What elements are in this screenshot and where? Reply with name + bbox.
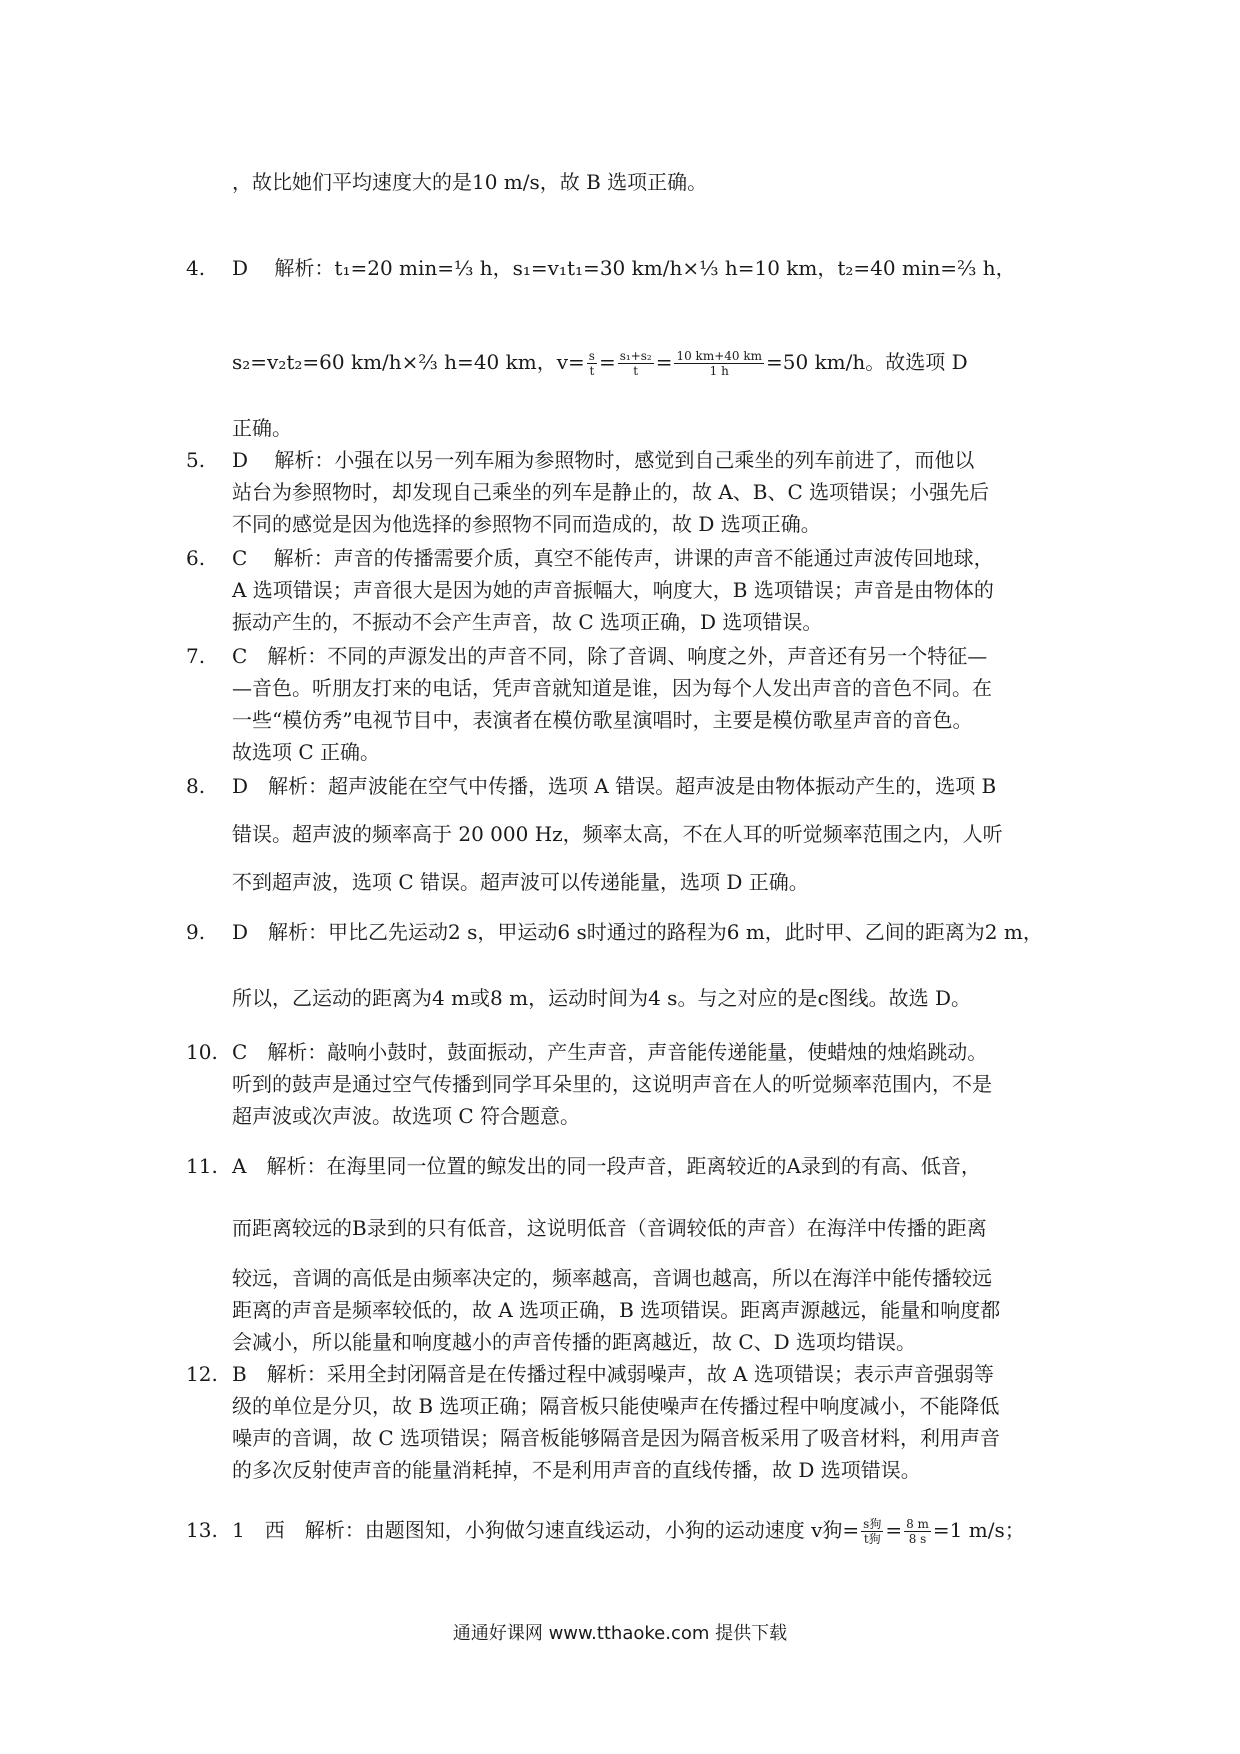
fraction — [587, 349, 597, 378]
analysis-label: 解析： — [266, 1362, 327, 1386]
analysis-label: 解析： — [274, 448, 335, 472]
analysis-text: 不同的感觉是因为他选择的参照物不同而造成的，故 D 选项正确。 — [232, 512, 821, 536]
question-12-line-1 — [232, 1358, 994, 1390]
analysis-text: 故选项 C 正确。 — [232, 740, 381, 764]
denominator: t狗 — [863, 1532, 881, 1546]
analysis-text: 会减小，所以能量和响度越小的声音传播的距离越近，故 C、D 选项均错误。 — [232, 1330, 917, 1354]
question-number: 13. — [186, 1518, 218, 1542]
answer-letter: C — [232, 644, 248, 668]
question-number: 11. — [186, 1154, 218, 1178]
question-number: 5. — [186, 448, 206, 472]
denominator: t — [633, 364, 639, 378]
answer-values: 1 西 — [232, 1518, 285, 1542]
analysis-text: 由题图知，小狗做匀速直线运动，小狗的运动速度 v狗= — [364, 1518, 860, 1542]
answer-letter: D — [232, 256, 249, 280]
analysis-text: 甲比乙先运动2 s，甲运动6 s时通过的路程为6 m，此时甲、乙间的距离为2 m， — [328, 920, 1043, 944]
analysis-text: t₁=20 min=⅓ h，s₁=v₁t₁=30 km/h×⅓ h=10 km，t₂=40 min=⅔ h， — [334, 256, 1016, 280]
analysis-label: 解析： — [268, 774, 329, 798]
analysis-text: 噪声的音调，故 C 选项错误；隔音板能够隔音是因为隔音板采用了吸音材料，利用声音 — [232, 1426, 1001, 1450]
question-number: 7. — [186, 644, 206, 668]
analysis-text: 敲响小鼓时，鼓面振动，产生声音，声音能传递能量，使蜡烛的烛焰跳动。 — [327, 1040, 988, 1064]
analysis-label: 解析： — [268, 920, 329, 944]
analysis-text: 不同的声源发出的声音不同，除了音调、响度之外，声音还有另一个特征— — [327, 644, 988, 668]
question-number: 9. — [186, 920, 206, 944]
analysis-text: 小强在以另一列车厢为参照物时，感觉到自己乘坐的列车前进了，而他以 — [334, 448, 975, 472]
question-4-answer — [232, 252, 1016, 284]
denominator: 8 s — [908, 1532, 927, 1546]
answer-letter: C — [232, 1040, 248, 1064]
answer-letter: B — [232, 1362, 247, 1386]
page-footer: 通通好课网 www.tthaoke.com 提供下载 — [452, 1623, 788, 1644]
analysis-text: 距离的声音是频率较低的，故 A 选项正确，B 选项错误。距离声源越远，能量和响度都 — [232, 1298, 1001, 1322]
fraction — [618, 349, 654, 378]
analysis-text: 振动产生的，不振动不会产生声音，故 C 选项正确，D 选项错误。 — [232, 610, 823, 634]
fraction — [861, 1517, 883, 1546]
analysis-text: 的多次反射使声音的能量消耗掉，不是利用声音的直线传播，故 D 选项错误。 — [232, 1458, 921, 1482]
analysis-text: —音色。听朋友打来的电话，凭声音就知道是谁，因为每个人发出声音的音色不同。在 — [232, 676, 992, 700]
analysis-label: 解析： — [267, 1040, 328, 1064]
analysis-text: 所以，乙运动的距离为4 m或8 m，运动时间为4 s。与之对应的是c图线。故选 D。 — [232, 986, 972, 1010]
numerator: s₁+s₂ — [619, 349, 652, 363]
question-number: 12. — [186, 1362, 218, 1386]
analysis-text: s₂=v₂t₂=60 km/h×⅔ h=40 km，v= — [232, 350, 585, 374]
analysis-text: 错误。超声波的频率高于 20 000 Hz，频率太高，不在人耳的听觉频率范围之内，人听 — [232, 822, 1003, 846]
analysis-text: 声音的传播需要介质，真空不能传声，讲课的声音不能通过声波传回地球， — [333, 546, 994, 570]
analysis-text: =50 km/h。故选项 D — [766, 350, 968, 374]
question-13-line-1: 1 西 解析：由题图知，小狗做匀速直线运动，小狗的运动速度 v狗= $\frac{\text{s狗}}{\text{t狗}}$ = $\frac{8 m}{8 s}$ =1 m/s； — [232, 1517, 1025, 1546]
question-11-line-1 — [232, 1150, 981, 1182]
continuation-line: ，故比她们平均速度大的是10 m/s，故 B 选项正确。 — [232, 170, 708, 194]
analysis-text: 在海里同一位置的鲸发出的同一段声音，距离较近的A录到的有高、低音， — [326, 1154, 981, 1178]
fraction — [674, 349, 764, 378]
numerator: 10 km+40 km — [676, 349, 762, 363]
analysis-text: 级的单位是分贝，故 B 选项正确；隔音板只能使噪声在传播过程中响度减小，不能降低 — [232, 1394, 1000, 1418]
analysis-label: 解析： — [267, 644, 328, 668]
analysis-label: 解析： — [274, 256, 335, 280]
denominator: t — [589, 364, 595, 378]
denominator: 1 h — [709, 364, 729, 378]
question-10-line-1 — [232, 1036, 987, 1068]
analysis-label: 解析： — [304, 1518, 365, 1542]
analysis-text: 而距离较远的B录到的只有低音，这说明低音（音调较低的声音）在海洋中传播的距离 — [232, 1216, 987, 1240]
analysis-text: 超声波或次声波。故选项 C 符合题意。 — [232, 1104, 581, 1128]
answer-letter: D — [232, 920, 249, 944]
analysis-text: 站台为参照物时，却发现自己乘坐的列车是静止的，故 A、B、C 选项错误；小强先后 — [232, 480, 990, 504]
analysis-text: 采用全封闭隔音是在传播过程中减弱噪声，故 A 选项错误；表示声音强弱等 — [326, 1362, 994, 1386]
analysis-text: 一些“模仿秀”电视节目中，表演者在模仿歌星演唱时，主要是模仿歌星声音的音色。 — [232, 708, 973, 732]
numerator: 8 m — [906, 1517, 929, 1531]
question-9-line-1 — [232, 916, 1043, 948]
question-number: 10. — [186, 1040, 218, 1064]
analysis-text: 听到的鼓声是通过空气传播到同学耳朵里的，这说明声音在人的听觉频率范围内，不是 — [232, 1072, 992, 1096]
fraction — [904, 1517, 931, 1546]
question-number: 6. — [186, 546, 206, 570]
question-number: 8. — [186, 774, 206, 798]
answer-letter: D — [232, 774, 249, 798]
question-5-line-1 — [232, 444, 974, 476]
analysis-label: 解析： — [266, 1154, 327, 1178]
analysis-text: 较远，音调的高低是由频率决定的，频率越高，音调也越高，所以在海洋中能传播较远 — [232, 1266, 992, 1290]
analysis-text: 正确。 — [232, 416, 292, 440]
question-number: 4. — [186, 256, 206, 280]
answer-letter: D — [232, 448, 249, 472]
analysis-text: 超声波能在空气中传播，选项 A 错误。超声波是由物体振动产生的，选项 B — [328, 774, 997, 798]
question-8-line-1 — [232, 770, 996, 802]
answer-letter: A — [232, 1154, 247, 1178]
analysis-text: A 选项错误；声音很大是因为她的声音振幅大，响度大，B 选项错误；声音是由物体的 — [232, 578, 994, 602]
analysis-text: =1 m/s； — [932, 1518, 1025, 1542]
analysis-text: 不到超声波，选项 C 错误。超声波可以传递能量，选项 D 正确。 — [232, 870, 809, 894]
analysis-label: 解析： — [273, 546, 334, 570]
numerator: s狗 — [863, 1517, 882, 1531]
question-7-line-1 — [232, 640, 987, 672]
question-6-line-1 — [232, 542, 994, 574]
numerator: s — [588, 349, 595, 363]
answer-letter: C — [232, 546, 248, 570]
question-4-line-2: s₂=v₂t₂=60 km/h×⅔ h=40 km，v= $\frac{s}{t}$ = $\frac{\text{s₁+s₂}}{t}$ = $\frac{10 km+40 km}{1 h}$ =50 km/h。故选项 D — [232, 349, 968, 378]
